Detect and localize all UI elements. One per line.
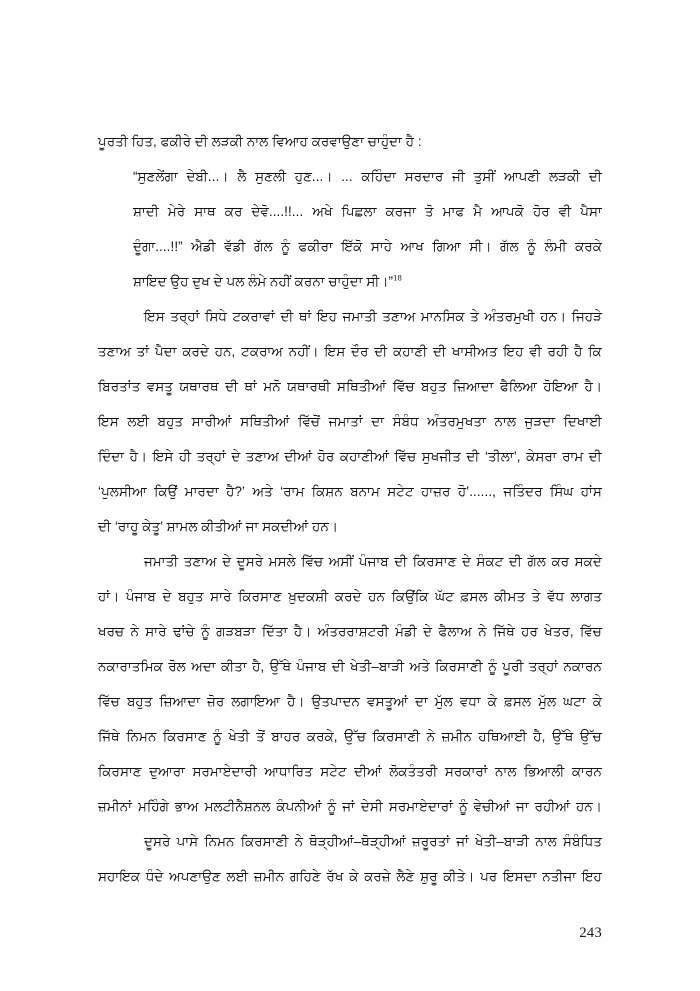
text-line: ਇਸ ਲਈ ਬਹੁਤ ਸਾਰੀਆਂ ਸਥਿਤੀਆਂ ਵਿੱਚੋਂ ਜਮਾਤਾਂ ਦਾ ਸੰਬੰਧ ਅੰਤਰਮੁਖਤਾ ਨਾਲ ਜੁੜਦਾ ਦਿਖਾਈ <box>98 414 602 429</box>
text-line: ਸ਼ਾਇਦ ਉਹ ਦੁਖ ਦੇ ਪਲ ਲੰਮੇ ਨਹੀਂ ਕਰਨਾ ਚਾਹੁੰਦਾ ਸੀ।”$^{18}$ <box>133 272 402 289</box>
text-line: ਨਕਾਰਾਤਮਿਕ ਰੋਲ ਅਦਾ ਕੀਤਾ ਹੈ, ਉੱਥੇ ਪੰਜਾਬ ਦੀ ਖੇਤੀ–ਬਾੜੀ ਅਤੇ ਕਿਰਸਾਣੀ ਨੂੰ ਪੂਰੀ ਤਰ੍ਹਾਂ ਨਕਾਰਨ <box>98 659 602 674</box>
text-line: ਪੂਰਤੀ ਹਿਤ, ਫਕੀਰੇ ਦੀ ਲੜਕੀ ਨਾਲ ਵਿਆਹ ਕਰਵਾਉਣਾ ਚਾਹੁੰਦਾ ਹੈ : <box>98 134 422 149</box>
text-line: ਤਣਾਅ ਤਾਂ ਪੈਦਾ ਕਰਦੇ ਹਨ, ਟਕਰਾਅ ਨਹੀਂ। ਇਸ ਦੌਰ ਦੀ ਕਹਾਣੀ ਦੀ ਖਾਸੀਅਤ ਇਹ ਵੀ ਰਹੀ ਹੈ ਕਿ <box>98 344 602 359</box>
text-line: ਵਿੱਚ ਬਹੁਤ ਜ਼ਿਆਦਾ ਜ਼ੋਰ ਲਗਾਇਆ ਹੈ। ਉਤਪਾਦਨ ਵਸਤੂਆਂ ਦਾ ਮੁੱਲ ਵਧਾ ਕੇ ਫ਼ਸਲ ਮੁੱਲ ਘਟਾ ਕੇ <box>98 694 602 709</box>
text-line: ਹਾਂ। ਪੰਜਾਬ ਦੇ ਬਹੁਤ ਸਾਰੇ ਕਿਰਸਾਣ ਖ਼ੁਦਕਸ਼ੀ ਕਰਦੇ ਹਨ ਕਿਉਂਕਿ ਘੱਟ ਫ਼ਸਲ ਕੀਮਤ ਤੇ ਵੱਧ ਲਾਗਤ <box>98 589 602 604</box>
text-line: ਇਸ ਤਰ੍ਹਾਂ ਸਿਧੇ ਟਕਰਾਵਾਂ ਦੀ ਥਾਂ ਇਹ ਜਮਾਤੀ ਤਣਾਅ ਮਾਨਸਿਕ ਤੇ ਅੰਤਰਮੁਖੀ ਹਨ। ਜਿਹੜੇ <box>144 309 602 324</box>
text-line: ਸ਼ਾਦੀ ਮੇਰੇ ਸਾਥ ਕਰ ਦੇਵੋ....!!... ਅਖੇ ਪਿਛਲਾ ਕਰਜਾ ਤੋ ਮਾਫ ਮੈ ਆਪਕੋ ਹੋਰ ਵੀ ਪੈਸਾ <box>133 204 602 219</box>
text-line: ਸਹਾਇਕ ਧੰਦੇ ਅਪਣਾਉਣ ਲਈ ਜ਼ਮੀਨ ਗਹਿਣੇ ਰੱਖ ਕੇ ਕਰਜ਼ੇ ਲੈਣੇ ਸ਼ੁਰੂ ਕੀਤੇ। ਪਰ ਇਸਦਾ ਨਤੀਜਾ ਇਹ <box>98 869 602 884</box>
text-line: ਦੀ ‘ਰਾਹੂ ਕੇਤੂ’ ਸ਼ਾਮਲ ਕੀਤੀਆਂ ਜਾ ਸਕਦੀਆਂ ਹਨ। <box>98 519 338 534</box>
text-line: ‘ਪੁਲਸੀਆ ਕਿਉਂ ਮਾਰਦਾ ਹੈ?’ ਅਤੇ ‘ਰਾਮ ਕਿਸ਼ਨ ਬਨਾਮ ਸਟੇਟ ਹਾਜ਼ਰ ਹੋ’......, ਜਤਿੰਦਰ ਸਿੰਘ ਹਾਂਸ <box>98 484 602 499</box>
text-line: ਜਮਾਤੀ ਤਣਾਅ ਦੇ ਦੂਸਰੇ ਮਸਲੇ ਵਿੱਚ ਅਸੀਂ ਪੰਜਾਬ ਦੀ ਕਿਰਸਾਣ ਦੇ ਸੰਕਟ ਦੀ ਗੱਲ ਕਰ ਸਕਦੇ <box>144 554 602 569</box>
text-line: ਖਰਚ ਨੇ ਸਾਰੇ ਢਾਂਚੇ ਨੂੰ ਗੜਬੜਾ ਦਿੱਤਾ ਹੈ। ਅੰਤਰਰਾਸ਼ਟਰੀ ਮੰਡੀ ਦੇ ਫੈਲਾਅ ਨੇ ਜਿੱਥੇ ਹਰ ਖੇਤਰ, ਵਿੱਚ <box>98 624 602 639</box>
text-line: ਜ਼ਮੀਨਾਂ ਮਹਿੰਗੇ ਭਾਅ ਮਲਟੀਨੈਸ਼ਨਲ ਕੰਪਨੀਆਂ ਨੂੰ ਜਾਂ ਦੇਸੀ ਸਰਮਾਏਦਾਰਾਂ ਨੂੰ ਵੇਚੀਆਂ ਜਾ ਰਹੀਆਂ ਹਨ। <box>98 799 602 814</box>
text-line: ਦੂੰਗਾ....!!” ਐਡੀ ਵੱਡੀ ਗੱਲ ਨੂੰ ਫਕੀਰਾ ਇੱਕੋ ਸਾਹੇ ਆਖ ਗਿਆ ਸੀ। ਗੱਲ ਨੂੰ ਲੰਮੀ ਕਰਕੇ <box>133 239 602 254</box>
page-number: 243 <box>579 925 602 941</box>
body-text-block <box>98 124 602 894</box>
text-line: ਜਿੱਥੇ ਨਿਮਨ ਕਿਰਸਾਣ ਨੂੰ ਖੇਤੀ ਤੋਂ ਬਾਹਰ ਕਰਕੇ, ਉੱਚ ਕਿਰਸਾਣੀ ਨੇ ਜ਼ਮੀਨ ਹਥਿਆਈ ਹੈ, ਉੱਥੇ ਉੱਚ <box>98 729 602 744</box>
footnote-marker: 18 <box>393 272 402 283</box>
text-line: ਦਿੰਦਾ ਹੈ। ਇਸੇ ਹੀ ਤਰ੍ਹਾਂ ਦੇ ਤਣਾਅ ਦੀਆਂ ਹੋਰ ਕਹਾਣੀਆਂ ਵਿੱਚ ਸੁਖਜੀਤ ਦੀ ‘ਤੀਲਾ’, ਕੇਸਰਾ ਰਾਮ ਦੀ <box>98 449 602 464</box>
text-line: ਕਿਰਸਾਣ ਦੁਆਰਾ ਸਰਮਾਏਦਾਰੀ ਆਧਾਰਿਤ ਸਟੇਟ ਦੀਆਂ ਲੋਕਤੰਤਰੀ ਸਰਕਾਰਾਂ ਨਾਲ ਭਿਆਲੀ ਕਾਰਨ <box>98 764 602 779</box>
text-line: ਦੂਸਰੇ ਪਾਸੇ ਨਿਮਨ ਕਿਰਸਾਣੀ ਨੇ ਥੋੜ੍ਹੀਆਂ–ਥੋੜ੍ਹੀਆਂ ਜ਼ਰੂਰਤਾਂ ਜਾਂ ਖੇਤੀ–ਬਾੜੀ ਨਾਲ ਸੰਬੰਧਿਤ <box>144 834 602 849</box>
text-line: “ਸੁਣਲੇਂਗਾ ਦੇਬੀ...। ਲੈ ਸੁਣਲੀ ਹੁਣ...। ... ਕਹਿੰਦਾ ਸਰਦਾਰ ਜੀ ਤੁਸੀਂ ਆਪਣੀ ਲੜਕੀ ਦੀ <box>133 169 602 184</box>
text-line: ਬਿਰਤਾਂਤ ਵਸਤੂ ਯਥਾਰਥ ਦੀ ਥਾਂ ਮਨੋ ਯਥਾਰਥੀ ਸਥਿਤੀਆਂ ਵਿੱਚ ਬਹੁਤ ਜ਼ਿਆਦਾ ਫੈਲਿਆ ਹੋਇਆ ਹੈ। <box>98 379 602 394</box>
